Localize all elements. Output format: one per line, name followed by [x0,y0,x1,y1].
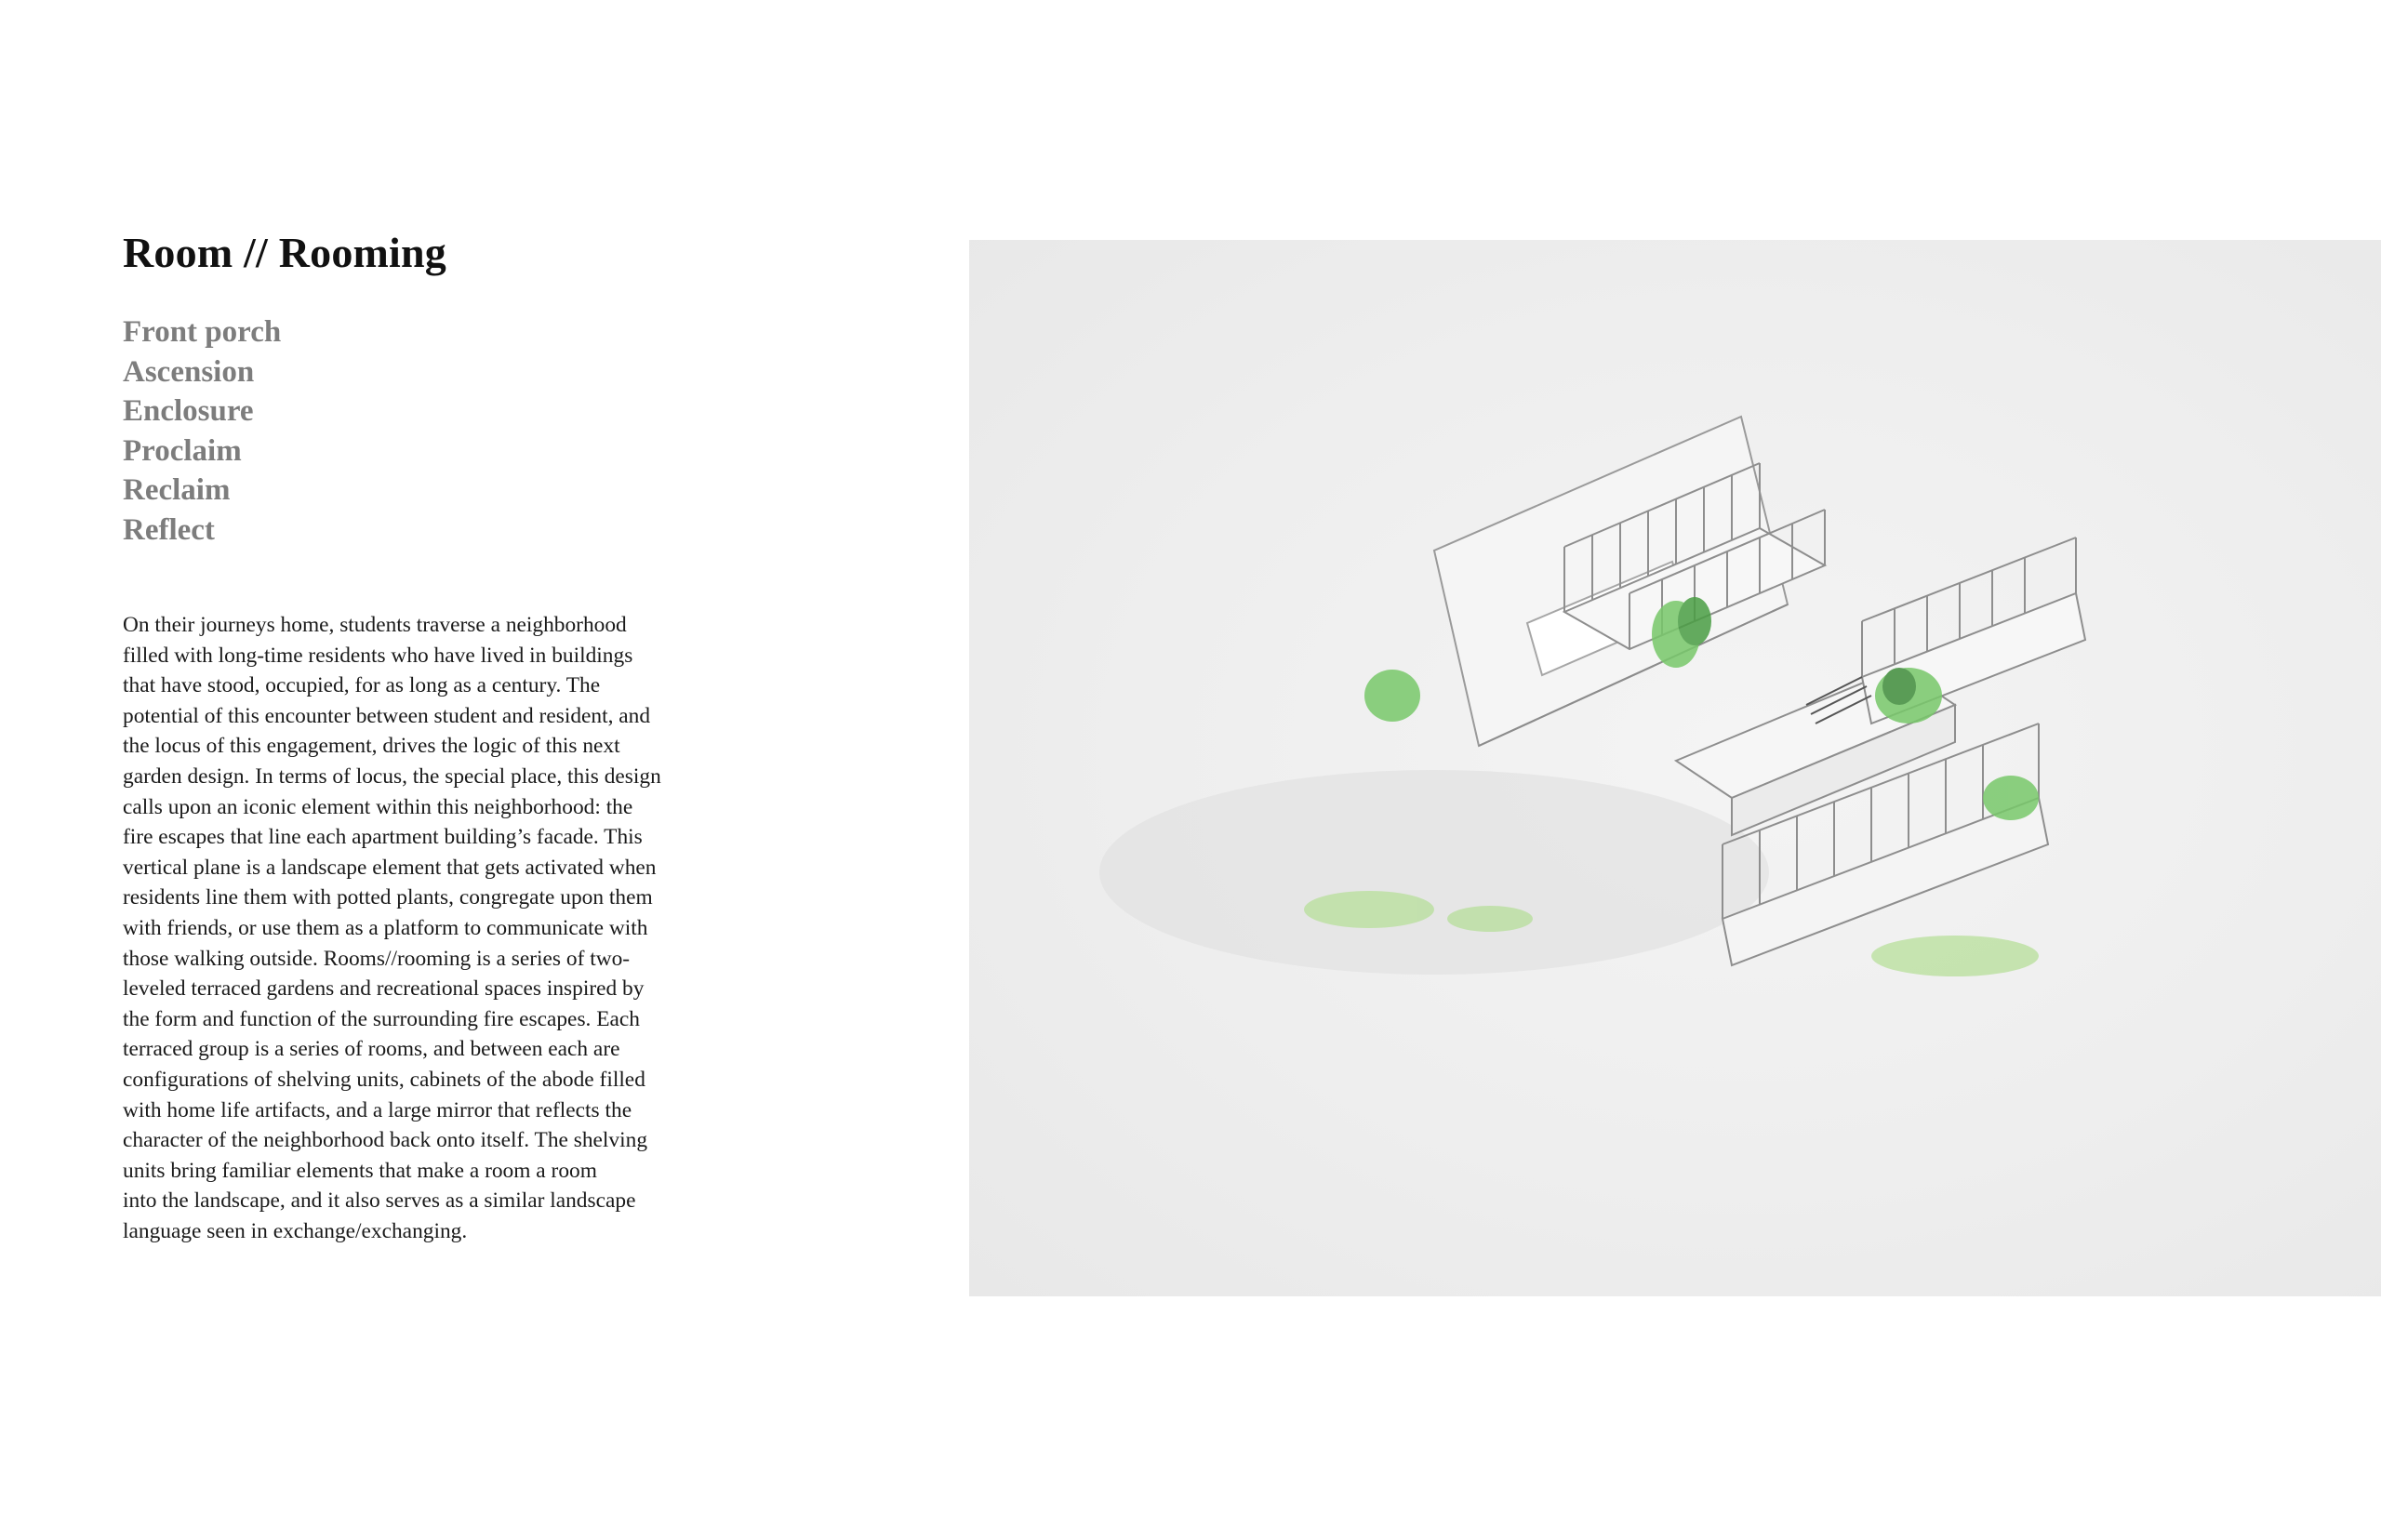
paragraph-line: vertical plane is a landscape element that gets activated when [123,855,657,880]
paragraph-line: filled with long-time residents who have lived in buildings [123,643,633,668]
paragraph-line: the locus of this engagement, drives the logic of this next [123,734,620,759]
paragraph-line: configurations of shelving units, cabinets of the abode filled [123,1067,645,1092]
keyword-item: Front porch [123,315,282,349]
paragraph-line: character of the neighborhood back onto itself. The shelving [123,1128,648,1153]
model-shadow [1099,770,1769,975]
keyword-item: Proclaim [123,433,242,468]
paragraph-line: with friends, or use them as a platform to communicate with [123,915,648,940]
paragraph-line: calls upon an iconic element within this neighborhood: the [123,794,633,819]
keyword-item: Reflect [123,512,215,547]
paragraph-line: that have stood, occupied, for as long as a century. The [123,673,601,698]
paragraph-line: fire escapes that line each apartment building’s facade. This [123,825,643,850]
paragraph-line: into the landscape, and it also serves as a similar landscape [123,1188,636,1214]
paragraph-line: leveled terraced gardens and recreational spaces inspired by [123,976,645,1002]
description-paragraph [123,610,661,1246]
page-title: Room // Rooming [123,229,446,276]
paragraph-line: terraced group is a series of rooms, and between each are [123,1037,620,1062]
paragraph-line: On their journeys home, students traverse a neighborhood [123,613,627,637]
keyword-list [123,312,281,550]
model-illustration [969,240,2381,1296]
paragraph-line: language seen in exchange/exchanging. [123,1218,468,1243]
paragraph-line: garden design. In terms of locus, the special place, this design [123,763,661,789]
paragraph-line: potential of this encounter between student and resident, and [123,703,651,728]
paragraph-line: with home life artifacts, and a large mirror that reflects the [123,1097,632,1122]
keyword-item: Reclaim [123,473,231,507]
model-photo [969,240,2381,1296]
paragraph-line: those walking outside. Rooms//rooming is a series of two- [123,946,631,971]
keyword-item: Enclosure [123,394,254,428]
paragraph-line: units bring familiar elements that make a room a room [123,1158,597,1183]
paragraph-line: the form and function of the surrounding fire escapes. Each [123,1006,640,1031]
keyword-item: Ascension [123,354,255,389]
paragraph-line: residents line them with potted plants, congregate upon them [123,885,653,910]
